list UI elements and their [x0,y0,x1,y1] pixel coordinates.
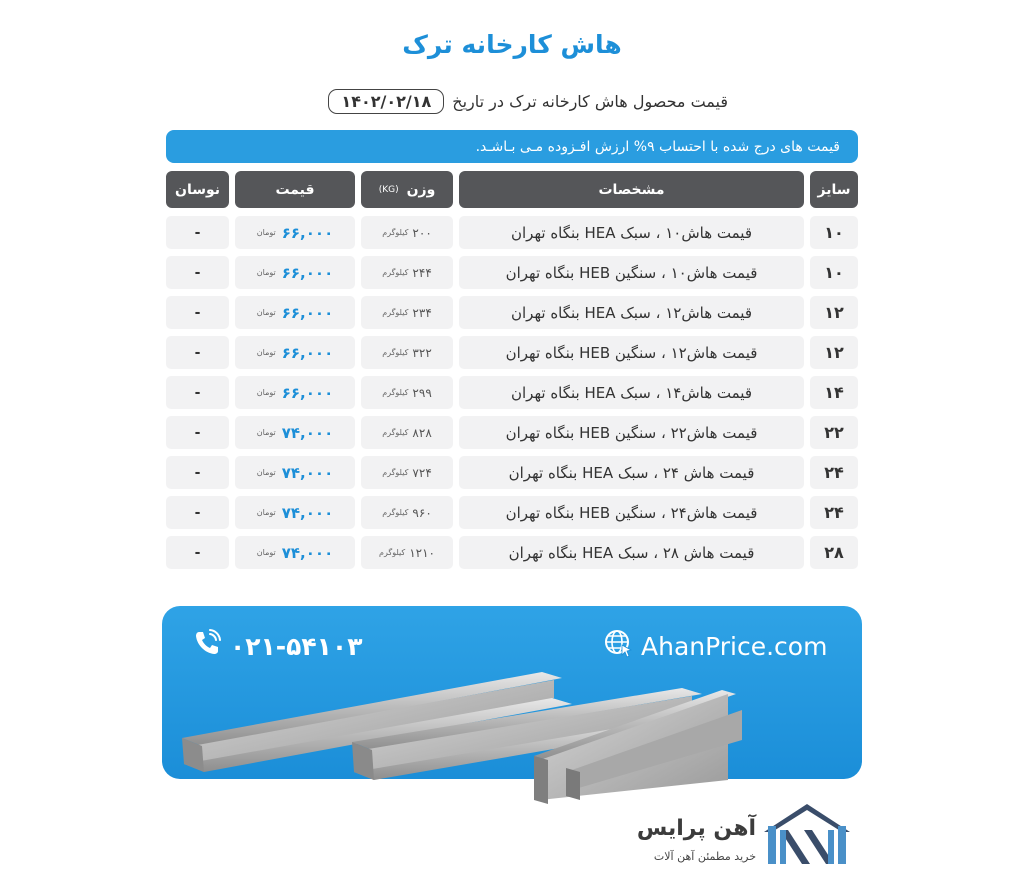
table-row [166,256,858,289]
table-row [166,296,858,329]
cell-price [235,456,355,489]
price-value: ۶۶,۰۰۰ [281,223,334,242]
table-row [166,496,858,529]
cell-price [235,416,355,449]
price-unit: تومان [256,388,276,397]
header-spec [459,171,804,208]
cell-spec: قیمت هاش۱۲ ، سبک HEA بنگاه تهران [459,296,804,329]
weight-unit: کیلوگرم [382,428,409,437]
website-link[interactable] [603,628,827,664]
cell-size: ۲۴ [810,496,858,529]
weight-value: ۳۲۲ [412,345,432,360]
weight-unit: کیلوگرم [382,348,409,357]
weight-unit: کیلوگرم [379,548,406,557]
price-value: ۶۶,۰۰۰ [281,383,334,402]
header-spec-label: مشخصات [598,181,665,198]
cell-change: - [166,256,229,289]
cell-change: - [166,456,229,489]
price-value: ۶۶,۰۰۰ [281,263,334,282]
price-unit: تومان [256,548,276,557]
header-price [235,171,355,208]
weight-value: ۲۹۹ [412,385,432,400]
price-value: ۷۴,۰۰۰ [281,503,334,522]
price-value: ۶۶,۰۰۰ [281,343,334,362]
header-weight-label: وزن [406,181,436,198]
price-value: ۷۴,۰۰۰ [281,543,334,562]
cell-spec: قیمت هاش۱۲ ، سنگین HEB بنگاه تهران [459,336,804,369]
price-unit: تومان [256,308,276,317]
price-value: ۷۴,۰۰۰ [281,423,334,442]
cell-price [235,296,355,329]
phone-number: ۰۲۱-۵۴۱۰۳ [230,631,363,661]
header-size [810,171,858,208]
phone-contact[interactable] [192,628,362,664]
weight-unit: کیلوگرم [382,508,409,517]
steel-beams-image [162,660,862,810]
cell-change: - [166,416,229,449]
table-row [166,376,858,409]
cell-change: - [166,376,229,409]
cell-price [235,216,355,249]
phone-icon [192,628,222,664]
header-size-label: سایز [817,181,851,198]
brand-name: آهن پرایس [636,816,756,841]
cell-size: ۱۲ [810,336,858,369]
cell-weight [361,376,453,409]
subtitle-text: قیمت محصول هاش کارخانه ترک در تاریخ [452,91,728,111]
weight-value: ۲۴۴ [412,265,432,280]
weight-unit: کیلوگرم [382,388,409,397]
cell-weight [361,496,453,529]
cell-spec: قیمت هاش۲۲ ، سنگین HEB بنگاه تهران [459,416,804,449]
header-change [166,171,229,208]
cell-size: ۱۲ [810,296,858,329]
weight-unit: کیلوگرم [382,228,409,237]
globe-cursor-icon [603,628,633,664]
cell-spec: قیمت هاش۱۰ ، سبک HEA بنگاه تهران [459,216,804,249]
cell-price [235,376,355,409]
cell-weight [361,256,453,289]
header-weight [361,171,453,208]
weight-unit: کیلوگرم [382,308,409,317]
weight-value: ۹۶۰ [412,505,432,520]
cell-spec: قیمت هاش۱۴ ، سبک HEA بنگاه تهران [459,376,804,409]
cell-weight [361,416,453,449]
cell-size: ۱۰ [810,216,858,249]
table-row [166,536,858,569]
cell-weight [361,336,453,369]
price-value: ۷۴,۰۰۰ [281,463,334,482]
cell-change: - [166,496,229,529]
page-title: هاش کارخانه ترک [402,30,622,59]
vat-notice: قیمت های درج شده با احتساب ۹% ارزش افـزوده مـی بـاشـد. [166,130,858,163]
price-unit: تومان [256,428,276,437]
subtitle [298,86,728,116]
cell-change: - [166,336,229,369]
cell-size: ۲۴ [810,456,858,489]
cell-spec: قیمت هاش ۲۴ ، سبک HEA بنگاه تهران [459,456,804,489]
price-unit: تومان [256,468,276,477]
cell-spec: قیمت هاش ۲۸ ، سبک HEA بنگاه تهران [459,536,804,569]
cell-change: - [166,536,229,569]
price-unit: تومان [256,228,276,237]
cell-size: ۲۸ [810,536,858,569]
header-weight-unit: (KG) [378,184,399,195]
cell-weight [361,296,453,329]
price-unit: تومان [256,348,276,357]
price-unit: تومان [256,268,276,277]
table-row [166,336,858,369]
price-value: ۶۶,۰۰۰ [281,303,334,322]
cell-weight [361,536,453,569]
cell-price [235,496,355,529]
weight-value: ۸۲۸ [412,425,432,440]
header-price-label: قیمت [275,181,315,198]
table-header [166,171,858,208]
cell-size: ۲۲ [810,416,858,449]
cell-price [235,336,355,369]
weight-value: ۲۰۰ [412,225,432,240]
cell-size: ۱۰ [810,256,858,289]
header-change-label: نوسان [175,181,221,198]
table-row [166,416,858,449]
weight-unit: کیلوگرم [382,268,409,277]
table-row [166,456,858,489]
cell-spec: قیمت هاش۱۰ ، سنگین HEB بنگاه تهران [459,256,804,289]
weight-value: ۱۲۱۰ [409,545,435,560]
weight-unit: کیلوگرم [382,468,409,477]
website-text: AhanPrice.com [641,631,828,661]
weight-value: ۷۲۴ [412,465,432,480]
brand-tagline: خرید مطمئن آهن آلات [653,850,756,863]
cell-change: - [166,216,229,249]
cell-change: - [166,296,229,329]
weight-value: ۲۳۴ [412,305,432,320]
cell-weight [361,456,453,489]
cell-price [235,536,355,569]
cell-size: ۱۴ [810,376,858,409]
cell-spec: قیمت هاش۲۴ ، سنگین HEB بنگاه تهران [459,496,804,529]
table-row [166,216,858,249]
cell-weight [361,216,453,249]
brand-logo-icon [762,802,852,866]
date-badge: ۱۴۰۲/۰۲/۱۸ [328,89,444,114]
price-unit: تومان [256,508,276,517]
cell-price [235,256,355,289]
